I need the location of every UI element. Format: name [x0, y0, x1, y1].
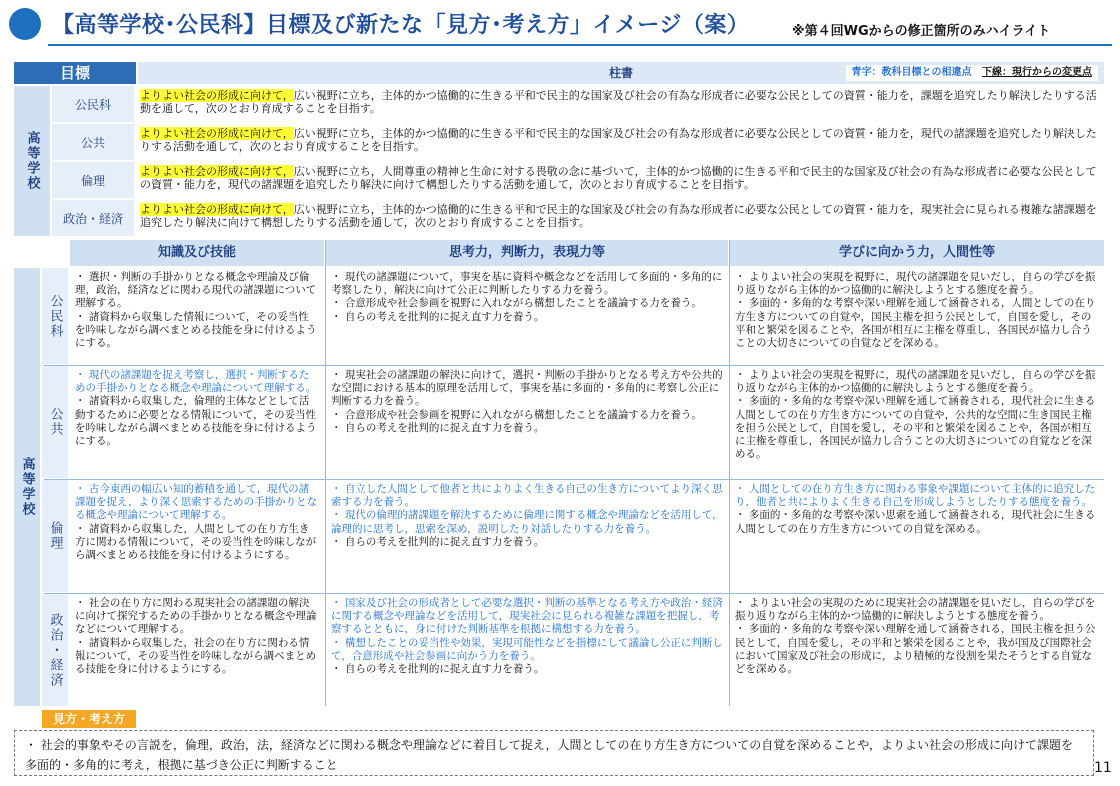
- cell-koumin-attitude: [730, 268, 1104, 364]
- cell-item: ・ 構想したことの妥当性や効果，実現可能性などを指標にして議論し公正に判断して，合意形成や社会参画に向かう力を養う。: [331, 636, 723, 662]
- pillar-heading-label: 柱書: [608, 66, 633, 80]
- cell-item: ・ 多面的・多角的な考察や深い理解を通して涵養される，人間としての在り方生き方についての自覚や，国民主権を担う公民として，自国を愛し，その平和と繁栄を図ることや，各国が相互に主権を尊重し，各国民が協力し合うことの大切さについての自覚などを深める。: [735, 297, 1096, 350]
- slide-header: [0, 0, 1120, 50]
- pillar-text-kokyo: [136, 124, 1104, 160]
- page-number: 11: [1094, 760, 1112, 776]
- column-header-knowledge: 知識及び技能: [70, 240, 324, 266]
- cell-item: ・ 選択・判断の手掛かりとなる概念や理論及び倫理，政治，経済などに関わる現代の諸課題について理解する。: [75, 271, 317, 310]
- cell-item: ・ よりよい社会の実現のために現実社会の諸課題を見いだし，自らの学びを振り返りながら主体的かつ協働的に解決しようとする態度を養う。: [735, 597, 1096, 623]
- cell-item: ・ 自らの考えを批判的に捉え直す力を養う。: [331, 535, 545, 548]
- cell-item: ・ 現代の諸課題を捉え考察し，選択・判断するための手掛かりとなる概念や理論について理解する。: [75, 369, 317, 395]
- section1-side-label: 高等学校: [14, 86, 50, 236]
- row-divider: [44, 593, 1104, 594]
- cell-item: ・ 自らの考えを批判的に捉え直す力を養う。: [331, 421, 545, 434]
- pillar-heading: [138, 62, 1104, 84]
- pillar-body: 広い視野に立ち，主体的かつ協働的に生きる平和で民主的な国家及び社会の有為な形成者に必要な公民としての資質・能力を，現実社会に見られる複雑な諸課題を追究したり解決に向けて構想したりする活動を通して，次のとおり育成することを目指す。: [140, 203, 1097, 229]
- cell-rinri-attitude: [730, 480, 1104, 592]
- cell-rinri-knowledge: [70, 480, 324, 592]
- column-divider: [729, 240, 730, 706]
- cell-item: ・ よりよい社会の実現を視野に，現代の諸課題を見いだし，自らの学びを振り返りながら主体的かつ協働的に解決しようとする態度を養う。: [735, 369, 1096, 395]
- cell-item: ・ 現代の諸課題について，事実を基に資料や概念などを活用して多面的・多角的に考察したり，解決に向けて公正に判断したりする力を養う。: [331, 271, 723, 297]
- revision-note: ※第４回WGからの修正箇所のみハイライト: [792, 24, 1051, 39]
- pillar-body: 広い視野に立ち，人間尊重の精神と生命に対する畏敬の念に基づいて，主体的かつ協働的に生きる平和で民主的な国家及び社会の有為な形成者に必要な公民としての資質・能力を，現代の諸課題を追究したり解決に向けて構想したりする活動を通して，次のとおり育成することを目指す。: [140, 165, 1097, 191]
- cell-rinri-thinking: [326, 480, 728, 592]
- pillar-highlight: よりよい社会の形成に向けて，: [140, 127, 294, 140]
- cell-item: ・ 諸資料から収集した情報について，その妥当性を吟味しながら調べまとめる技能を身に付けるようにする。: [75, 310, 317, 350]
- perspective-box: [14, 730, 1094, 776]
- cell-item: ・ 人間としての在り方生き方に関わる事象や課題について主体的に追究したり，他者と共によりよく生きる自己を形成しようとしたりする態度を養う。: [735, 483, 1096, 509]
- title-divider: [48, 44, 1112, 46]
- cell-item: ・ 多面的・多角的な考察や深い思索を通して涵養される，現代社会に生きる人間としての在り方生き方についての自覚を深める。: [735, 509, 1096, 535]
- pillar-body: 広い視野に立ち，主体的かつ協働的に生きる平和で民主的な国家及び社会の有為な形成者に必要な公民としての資質・能力を，課題を追究したり解決したりする活動を通して，次のとおり育成することを目指す。: [140, 89, 1097, 115]
- pillar-label-rinri: 倫理: [52, 162, 134, 198]
- row-divider: [44, 479, 1104, 480]
- row-label-koumin: 公民科: [42, 268, 68, 364]
- section2-side-label: 高等学校: [14, 268, 40, 706]
- cell-koumin-knowledge: [70, 268, 324, 364]
- perspective-text: ・ 社会的事象やその言説を，倫理，政治，法，経済などに関わる概念や理論などに着目して捉え，人間としての在り方生き方についての自覚を深めることや，よりよい社会の形成に向けて課題を多面的・多角的に考え，根拠に基づき公正に判断すること: [25, 738, 1074, 772]
- cell-koumin-thinking: [326, 268, 728, 364]
- cell-kokyo-knowledge: [70, 366, 324, 478]
- pillar-highlight: よりよい社会の形成に向けて，: [140, 165, 294, 178]
- cell-item: ・ よりよい社会の実現を視野に，現代の諸課題を見いだし，自らの学びを振り返りながら主体的かつ協働的に解決しようとする態度を養う。: [735, 271, 1096, 297]
- perspective-marker: 見方・考え方: [42, 710, 136, 728]
- pillar-text-rinri: [136, 162, 1104, 198]
- cell-item: ・ 諸資料から収集した，人間としての在り方生き方に関わる情報について，その妥当性を吟味しながら調べまとめる技能を身に付けるようにする。: [75, 522, 317, 562]
- pillar-body: 広い視野に立ち，主体的かつ協働的に生きる平和で民主的な国家及び社会の有為な形成者に必要な公民としての資質・能力を，現代の諸課題を追究したり解決したりする活動を通して，次のとおり育成することを目指す。: [140, 127, 1097, 153]
- cell-item: ・ 自らの考えを批判的に捉え直す力を養う。: [331, 663, 545, 676]
- pillar-label-kokyo: 公共: [52, 124, 134, 160]
- column-header-thinking: 思考力，判断力，表現力等: [326, 240, 728, 266]
- cell-item: ・ 社会の在り方に関わる現実社会の諸課題の解決に向けて探究するための手掛かりとなる概念や理論などについて理解する。: [75, 597, 317, 636]
- pillar-label-koumin: 公民科: [52, 86, 134, 122]
- cell-item: ・ 自らの考えを批判的に捉え直す力を養う。: [331, 310, 545, 323]
- legend-blue: 青字：教科目標との相違点: [851, 67, 972, 78]
- column-divider: [325, 240, 326, 706]
- legend: [846, 65, 1098, 81]
- title-bullet-icon: [9, 8, 41, 40]
- cell-item: ・ 諸資料から収集した，社会の在り方に関わる情報について，その妥当性を吟味しながら調べまとめる技能を身に付けるようにする。: [75, 636, 317, 676]
- pillar-header-row: [14, 62, 1104, 84]
- pillar-highlight: よりよい社会の形成に向けて，: [140, 203, 294, 216]
- pillar-label-seikei: 政治・経済: [52, 200, 134, 236]
- cell-item: ・ 自立した人間として他者と共によりよく生きる自己の生き方についてより深く思索する力を養う。: [331, 483, 723, 509]
- pillar-text-seikei: [136, 200, 1104, 236]
- column-header-attitude: 学びに向かう力，人間性等: [730, 240, 1104, 266]
- cell-seikei-attitude: [730, 594, 1104, 706]
- cell-item: ・ 合意形成や社会参画を視野に入れながら構想したことを議論する力を養う。: [331, 297, 702, 310]
- cell-item: ・ 古今東西の幅広い知的蓄積を通して，現代の諸課題を捉え，より深く思索するための手掛かりとなる概念や理論について理解する。: [75, 483, 318, 522]
- legend-underline: 下線：現行からの変更点: [982, 67, 1092, 78]
- cell-item: ・ 多面的・多角的な考察や深い理解を通して涵養される，現代社会に生きる人間としての在り方生き方についての自覚や，公共的な空間に生き国民主権を担う公民として，自国を愛し，その平和と繁栄を図ることや，各国が相互に主権を尊重し，各国民が協力し合うことの大切さについての自覚などを深める。: [735, 395, 1096, 461]
- row-label-rinri: 倫理: [42, 480, 68, 592]
- cell-item: ・ 合意形成や社会参画を視野に入れながら構想したことを議論する力を養う。: [331, 408, 702, 421]
- row-label-seikei: 政治・経済: [42, 594, 68, 706]
- row-label-kokyo: 公共: [42, 366, 68, 478]
- pillar-highlight: よりよい社会の形成に向けて，: [140, 89, 294, 102]
- page-title: 【高等学校･公民科】目標及び新たな「見方･考え方」イメージ（案）: [52, 13, 750, 38]
- cell-item: ・ 現実社会の諸課題の解決に向けて，選択・判断の手掛かりとなる考え方や公共的な空間における基本的原理を活用して，事実を基に多面的・多角的に考察し公正に判断する力を養う。: [331, 369, 723, 408]
- row-divider: [44, 365, 1104, 366]
- cell-kokyo-thinking: [326, 366, 728, 478]
- cell-kokyo-attitude: [730, 366, 1104, 478]
- cell-seikei-knowledge: [70, 594, 324, 706]
- cell-item: ・ 現代の倫理的諸課題を解決するために倫理に関する概念や理論などを活用して，論理的に思考し，思索を深め，説明したり対話したりする力を養う。: [331, 509, 723, 535]
- cell-item: ・ 諸資料から収集した，倫理的主体などとして活動するために必要となる情報について，その妥当性を吟味しながら調べまとめる技能を身に付けるようにする。: [75, 395, 317, 448]
- pillar-text-koumin: [136, 86, 1104, 122]
- cell-item: ・ 国家及び社会の形成者として必要な選択・判断の基準となる考え方や政治・経済に関する概念や理論などを活用して，現実社会に見られる複雑な課題を把握し，考察するとともに，身に付けた判断基準を根拠に構想する力を養う。: [331, 597, 723, 636]
- goal-marker: 目標: [14, 62, 136, 84]
- cell-seikei-thinking: [326, 594, 728, 706]
- cell-item: ・ 多面的・多角的な考察や深い理解を通して涵養される，国民主権を担う公民として，自国を愛し，その平和と繁栄を図ることや，我が国及び国際社会において国家及び社会の形成に，より積極的な役割を果たそうとする自覚などを深める。: [735, 623, 1096, 676]
